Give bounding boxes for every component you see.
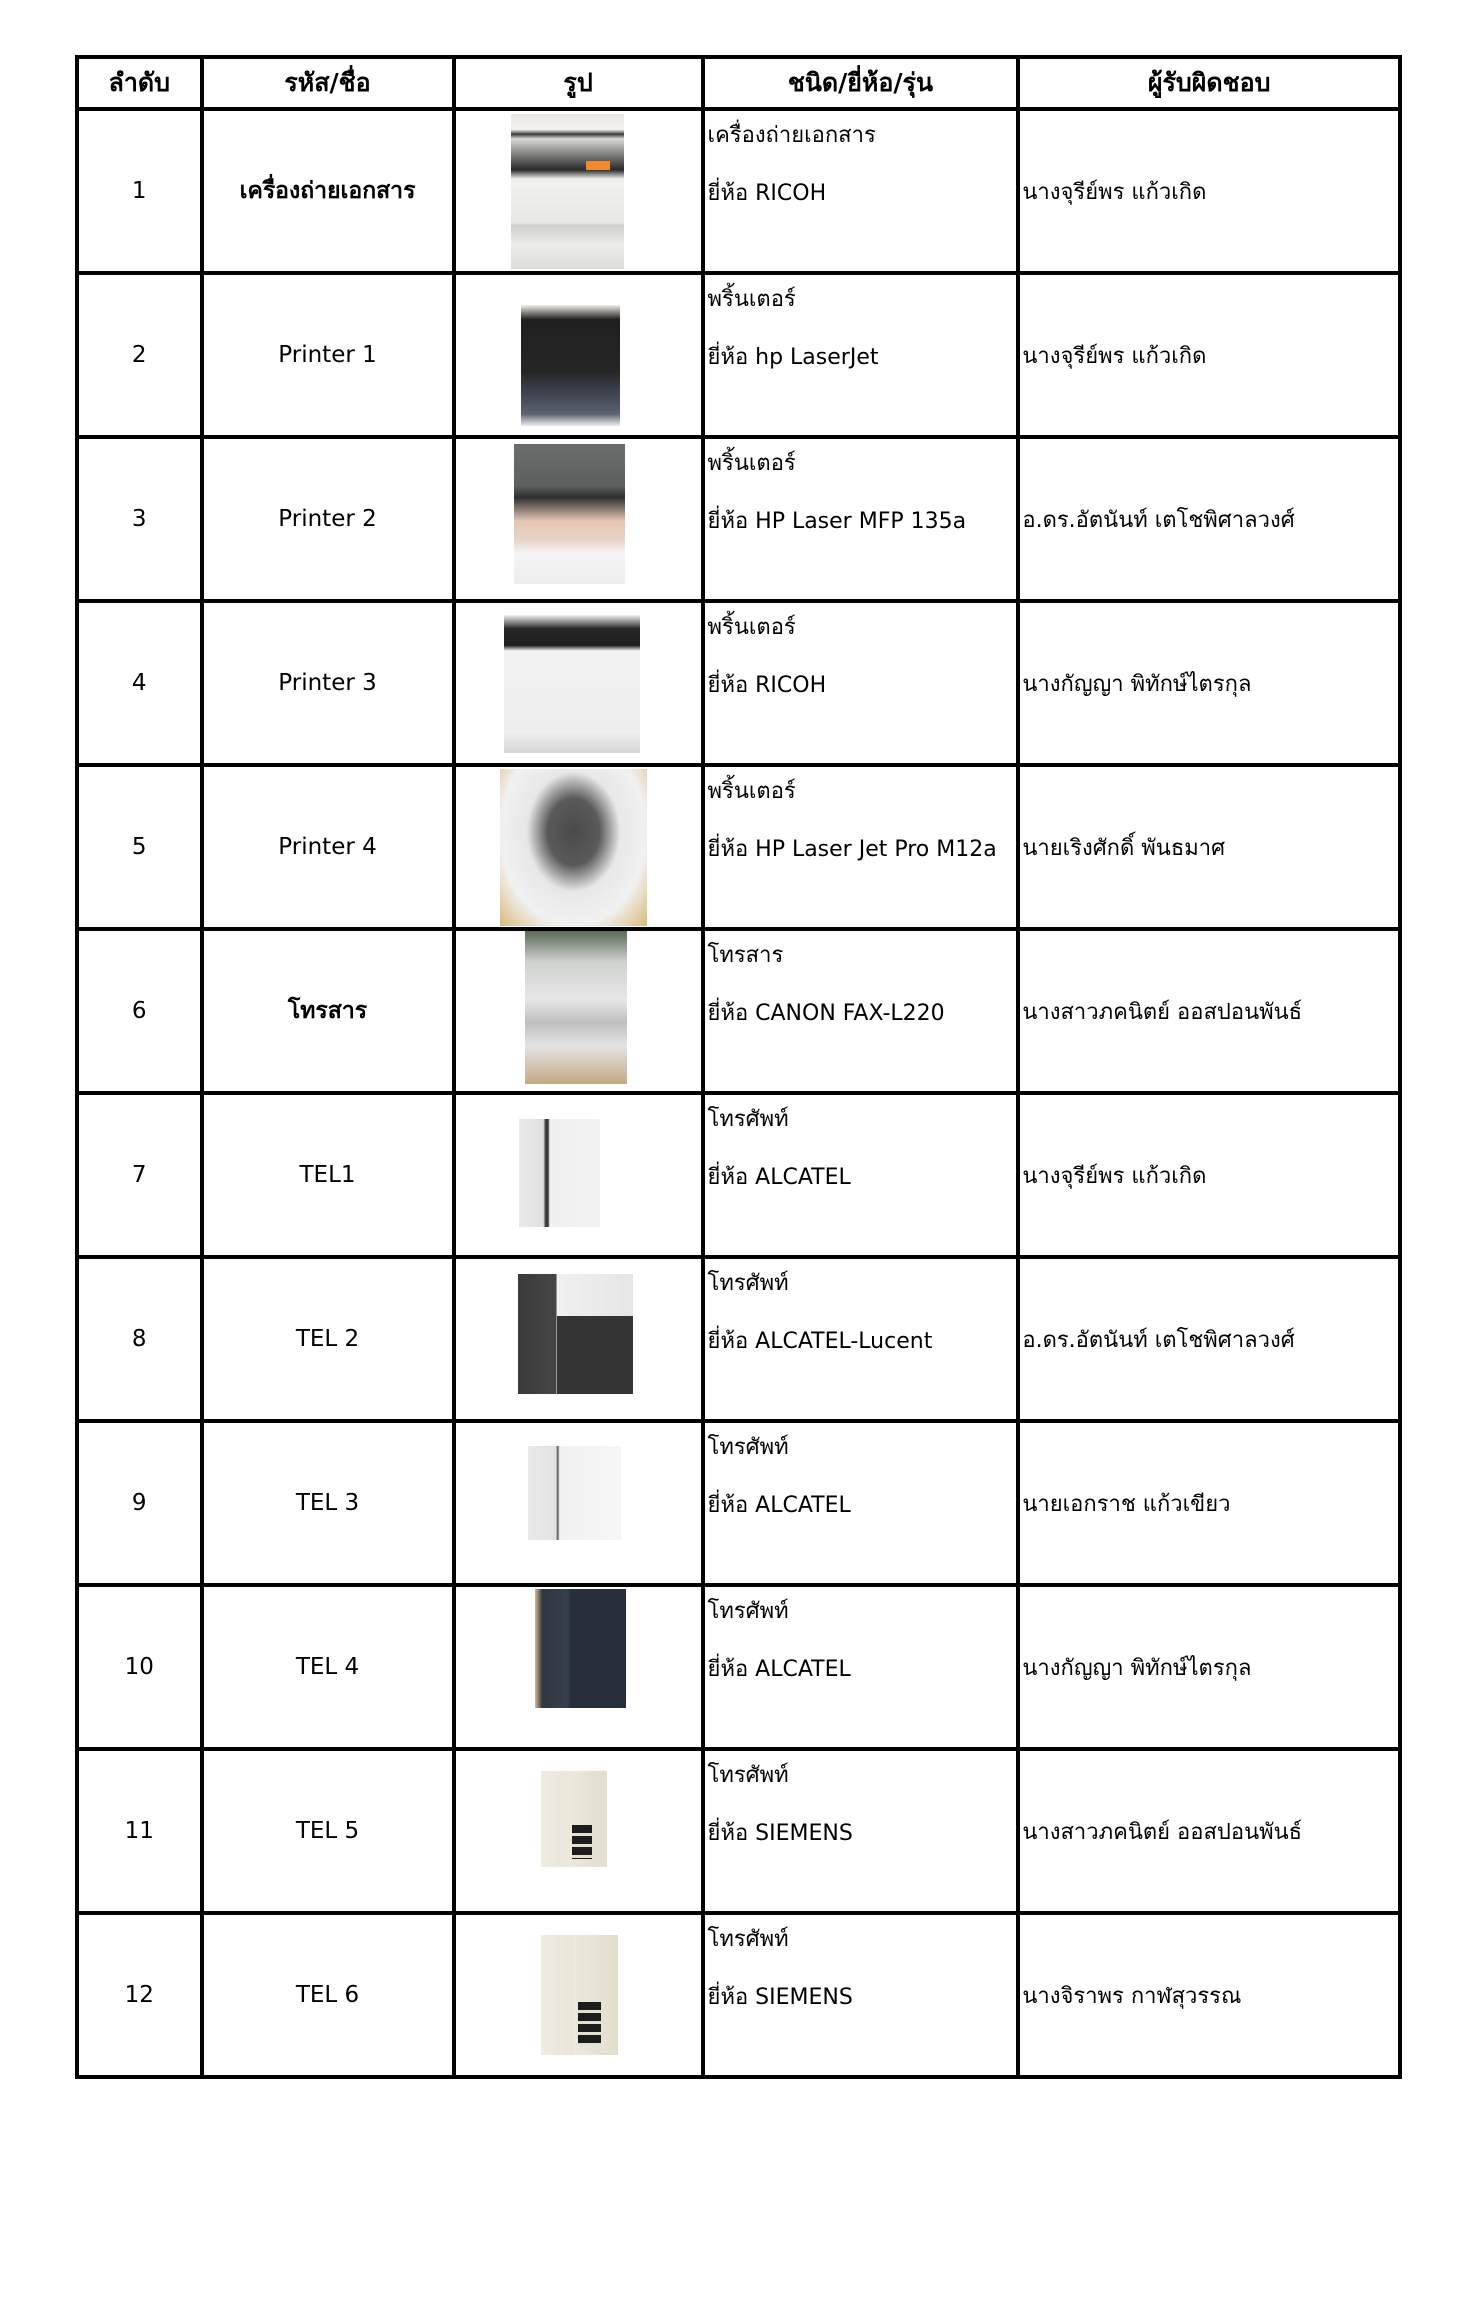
equipment-brand: ยี่ห้อ ALCATEL — [707, 1165, 851, 1190]
equipment-brand: ยี่ห้อ RICOH — [707, 673, 827, 698]
header-picture: รูป — [454, 57, 703, 109]
row-number: 6 — [77, 929, 202, 1093]
equipment-brand: ยี่ห้อ CANON FAX-L220 — [707, 1001, 945, 1026]
equipment-type: โทรศัพท์ — [707, 1763, 789, 1788]
spec-cell — [703, 1093, 1019, 1257]
equipment-type: โทรศัพท์ — [707, 1107, 789, 1132]
responsible-person: นางสาวภคนิตย์ ออสปอนพันธ์ — [1018, 1749, 1400, 1913]
equipment-type: โทรศัพท์ — [707, 1435, 789, 1460]
equipment-code: TEL 6 — [202, 1913, 454, 2077]
row-number: 2 — [77, 273, 202, 437]
fax-photo — [525, 931, 627, 1084]
responsible-person: นางกัญญา พิทักษ์ไตรกุล — [1018, 601, 1400, 765]
equipment-code: Printer 1 — [202, 273, 454, 437]
header-code-name: รหัส/ชื่อ — [202, 57, 454, 109]
equipment-code: Printer 3 — [202, 601, 454, 765]
equipment-code: TEL1 — [202, 1093, 454, 1257]
table-row — [77, 1257, 1400, 1421]
equipment-type: โทรสาร — [707, 943, 784, 968]
printer-photo — [500, 769, 647, 926]
responsible-person: อ.ดร.อัตนันท์ เตโชพิศาลวงศ์ — [1018, 1257, 1400, 1421]
responsible-person: นางจุรีย์พร แก้วเกิด — [1018, 109, 1400, 273]
equipment-brand: ยี่ห้อ hp LaserJet — [707, 345, 879, 370]
row-number: 11 — [77, 1749, 202, 1913]
row-number: 3 — [77, 437, 202, 601]
spec-cell — [703, 109, 1019, 273]
equipment-type: พริ้นเตอร์ — [707, 287, 796, 312]
equipment-code: โทรสาร — [202, 929, 454, 1093]
equipment-code: TEL 5 — [202, 1749, 454, 1913]
spec-cell — [703, 1585, 1019, 1749]
photo-cell — [454, 601, 703, 765]
photo-cell — [454, 1421, 703, 1585]
spec-cell — [703, 765, 1019, 929]
row-number: 10 — [77, 1585, 202, 1749]
equipment-type: โทรศัพท์ — [707, 1271, 789, 1296]
equipment-code: เครื่องถ่ายเอกสาร — [202, 109, 454, 273]
photo-cell — [454, 109, 703, 273]
table-row — [77, 765, 1400, 929]
row-number: 12 — [77, 1913, 202, 2077]
table-row — [77, 1093, 1400, 1257]
equipment-brand: ยี่ห้อ ALCATEL — [707, 1493, 851, 1518]
spec-cell — [703, 929, 1019, 1093]
header-type-brand-model: ชนิด/ยี่ห้อ/รุ่น — [703, 57, 1019, 109]
equipment-brand: ยี่ห้อ ALCATEL — [707, 1657, 851, 1682]
photo-cell — [454, 1093, 703, 1257]
photo-cell — [454, 929, 703, 1093]
header-order: ลำดับ — [77, 57, 202, 109]
row-number: 7 — [77, 1093, 202, 1257]
table-row — [77, 601, 1400, 765]
photo-cell — [454, 1257, 703, 1421]
spec-cell — [703, 601, 1019, 765]
photo-cell — [454, 1913, 703, 2077]
photo-cell — [454, 437, 703, 601]
equipment-brand: ยี่ห้อ ALCATEL-Lucent — [707, 1329, 933, 1354]
telephone-photo — [541, 1935, 618, 2055]
responsible-person: อ.ดร.อัตนันท์ เตโชพิศาลวงศ์ — [1018, 437, 1400, 601]
responsible-person: นายเอกราช แก้วเขียว — [1018, 1421, 1400, 1585]
table-row — [77, 1749, 1400, 1913]
equipment-code: Printer 4 — [202, 765, 454, 929]
spec-cell — [703, 1749, 1019, 1913]
table-row — [77, 273, 1400, 437]
responsible-person: นางจุรีย์พร แก้วเกิด — [1018, 1093, 1400, 1257]
spec-cell — [703, 1421, 1019, 1585]
responsible-person: นางจิราพร กาฬสุวรรณ — [1018, 1913, 1400, 2077]
equipment-brand: ยี่ห้อ SIEMENS — [707, 1985, 853, 2010]
equipment-brand: ยี่ห้อ HP Laser MFP 135a — [707, 509, 967, 534]
photo-cell — [454, 1585, 703, 1749]
photo-cell — [454, 765, 703, 929]
equipment-type: พริ้นเตอร์ — [707, 615, 796, 640]
row-number: 1 — [77, 109, 202, 273]
table-row — [77, 109, 1400, 273]
telephone-photo — [519, 1119, 600, 1227]
telephone-photo — [518, 1274, 633, 1394]
table-row — [77, 929, 1400, 1093]
telephone-photo — [535, 1589, 626, 1708]
equipment-code: Printer 2 — [202, 437, 454, 601]
row-number: 4 — [77, 601, 202, 765]
row-number: 9 — [77, 1421, 202, 1585]
responsible-person: นางสาวภคนิตย์ ออสปอนพันธ์ — [1018, 929, 1400, 1093]
table-header-row — [77, 57, 1400, 109]
printer-photo — [521, 305, 620, 426]
equipment-code: TEL 3 — [202, 1421, 454, 1585]
photo-cell — [454, 1749, 703, 1913]
equipment-type: พริ้นเตอร์ — [707, 779, 796, 804]
responsible-person: นายเริงศักดิ์ พันธมาศ — [1018, 765, 1400, 929]
equipment-type: พริ้นเตอร์ — [707, 451, 796, 476]
photo-cell — [454, 273, 703, 437]
responsible-person: นางกัญญา พิทักษ์ไตรกุล — [1018, 1585, 1400, 1749]
equipment-brand: ยี่ห้อ RICOH — [707, 181, 827, 206]
row-number: 8 — [77, 1257, 202, 1421]
table-row — [77, 437, 1400, 601]
telephone-photo — [528, 1446, 621, 1540]
telephone-photo — [541, 1771, 607, 1867]
table-row — [77, 1585, 1400, 1749]
spec-cell — [703, 1257, 1019, 1421]
printer-photo — [504, 615, 640, 753]
spec-cell — [703, 437, 1019, 601]
header-responsible: ผู้รับผิดชอบ — [1018, 57, 1400, 109]
equipment-code: TEL 2 — [202, 1257, 454, 1421]
equipment-brand: ยี่ห้อ SIEMENS — [707, 1821, 853, 1846]
equipment-table — [75, 55, 1402, 2079]
copier-photo — [511, 114, 624, 269]
equipment-brand: ยี่ห้อ HP Laser Jet Pro M12a — [707, 837, 997, 862]
equipment-type: เครื่องถ่ายเอกสาร — [707, 123, 876, 148]
equipment-code: TEL 4 — [202, 1585, 454, 1749]
table-row — [77, 1421, 1400, 1585]
equipment-type: โทรศัพท์ — [707, 1927, 789, 1952]
printer-photo — [514, 444, 625, 584]
spec-cell — [703, 1913, 1019, 2077]
responsible-person: นางจุรีย์พร แก้วเกิด — [1018, 273, 1400, 437]
equipment-type: โทรศัพท์ — [707, 1599, 789, 1624]
row-number: 5 — [77, 765, 202, 929]
spec-cell — [703, 273, 1019, 437]
table-row — [77, 1913, 1400, 2077]
